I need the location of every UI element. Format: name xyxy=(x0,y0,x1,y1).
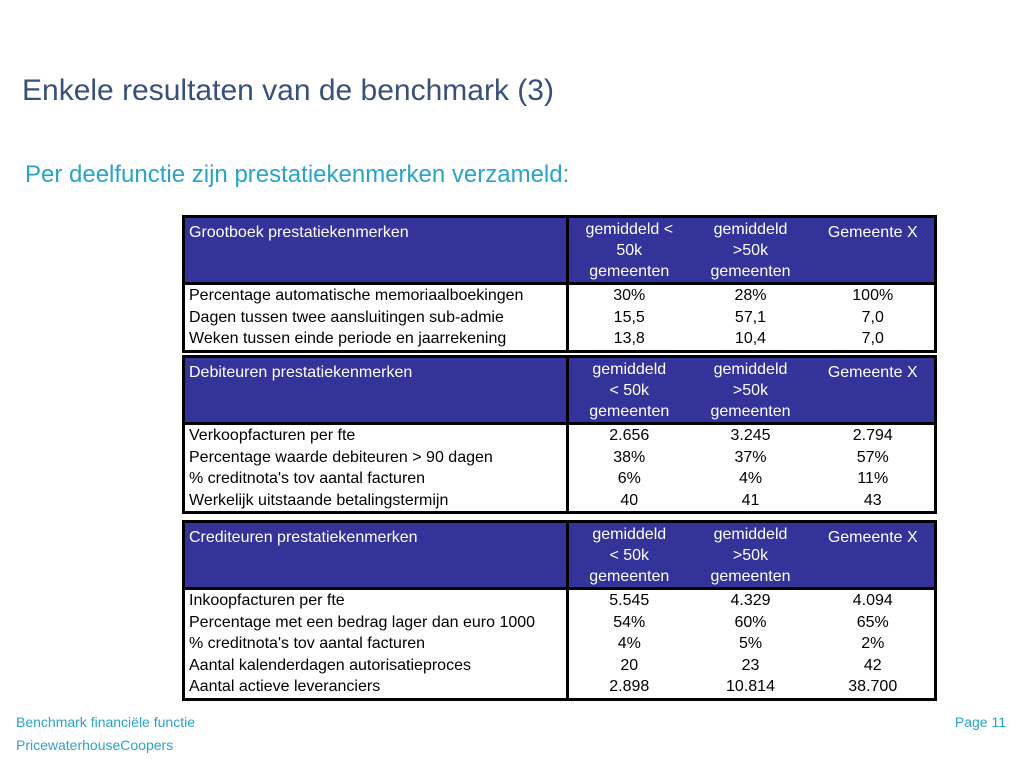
table-row xyxy=(184,468,936,490)
table-header-row xyxy=(184,357,936,424)
table-row xyxy=(184,424,936,447)
header-line: < 50k xyxy=(609,382,650,399)
header-avg-small xyxy=(568,217,690,284)
cell-gemeente-x: 11% xyxy=(857,470,889,488)
header-avg-small xyxy=(568,357,690,424)
header-avg-small xyxy=(568,522,690,589)
cell-gemeente-x: 42 xyxy=(863,656,882,674)
cell-avg-large: 4.329 xyxy=(730,592,771,610)
table-row xyxy=(184,655,936,677)
cell-avg-small: 54% xyxy=(613,613,646,631)
grootboek-table xyxy=(182,215,937,353)
table-header-row xyxy=(184,522,936,589)
table-header-label: Grootboek prestatiekenmerken xyxy=(184,217,568,284)
header-line: gemeenten xyxy=(710,263,791,280)
table-row xyxy=(184,447,936,469)
row-label: Aantal kalenderdagen autorisatieproces xyxy=(184,655,568,677)
cell-avg-large: 3.245 xyxy=(730,427,771,445)
cell-gemeente-x: 38.700 xyxy=(848,678,898,696)
cell-avg-small: 38% xyxy=(613,448,646,466)
slide-title: Enkele resultaten van de benchmark (3) xyxy=(22,74,554,107)
cell-avg-small: 13,8 xyxy=(613,330,645,348)
cell-avg-small: 15,5 xyxy=(613,308,645,326)
cell-avg-small: 30% xyxy=(613,287,646,305)
debiteuren-table xyxy=(182,355,937,514)
cell-gemeente-x: 65% xyxy=(856,613,889,631)
cell-gemeente-x: 43 xyxy=(863,491,882,509)
header-line: gemeenten xyxy=(710,568,791,585)
footer-page-number: Page 11 xyxy=(954,714,1006,730)
row-label: Percentage met een bedrag lager dan euro 1000 xyxy=(184,612,568,634)
header-line: gemiddeld xyxy=(592,526,667,543)
table-row xyxy=(184,589,936,612)
cell-gemeente-x: 4.094 xyxy=(852,592,893,610)
cell-avg-large: 60% xyxy=(734,613,767,631)
cell-avg-large: 5% xyxy=(738,635,763,653)
cell-gemeente-x: 7,0 xyxy=(861,330,884,348)
cell-gemeente-x: 57% xyxy=(856,448,889,466)
row-label: % creditnota's tov aantal facturen xyxy=(184,633,568,655)
row-label: Percentage waarde debiteuren > 90 dagen xyxy=(184,447,568,469)
cell-avg-small: 4% xyxy=(617,635,641,653)
header-gemeente-x: Gemeente X xyxy=(812,357,936,424)
cell-gemeente-x: 2.794 xyxy=(852,427,893,445)
row-label: Percentage automatische memoriaalboekingen xyxy=(184,284,568,307)
cell-avg-large: 10.814 xyxy=(726,678,775,696)
cell-avg-large: 57,1 xyxy=(734,308,767,326)
header-gemeente-x: Gemeente X xyxy=(812,522,936,589)
table-header-label: Crediteuren prestatiekenmerken xyxy=(184,522,568,589)
header-avg-large xyxy=(690,522,812,589)
cell-gemeente-x: 2% xyxy=(861,635,885,653)
cell-gemeente-x: 100% xyxy=(852,287,894,305)
cell-gemeente-x: 7,0 xyxy=(861,308,884,326)
header-line: >50k xyxy=(732,547,769,564)
row-label: Verkoopfacturen per fte xyxy=(184,424,568,447)
header-line: 50k xyxy=(616,242,643,259)
header-line: gemeenten xyxy=(589,403,670,420)
header-line: gemiddeld xyxy=(592,361,667,378)
header-avg-large xyxy=(690,217,812,284)
header-line: gemiddeld xyxy=(713,221,788,238)
cell-avg-small: 20 xyxy=(620,656,639,674)
header-avg-large xyxy=(690,357,812,424)
table-row xyxy=(184,307,936,329)
slide-subtitle: Per deelfunctie zijn prestatiekenmerken verzameld: xyxy=(25,161,570,188)
table-header-row xyxy=(184,217,936,284)
table-row xyxy=(184,633,936,655)
header-line: gemiddeld xyxy=(713,361,788,378)
row-label: Inkoopfacturen per fte xyxy=(184,589,568,612)
cell-avg-large: 28% xyxy=(734,287,767,305)
cell-avg-small: 5.545 xyxy=(609,592,650,610)
footer-company: PricewaterhouseCoopers xyxy=(16,737,174,753)
cell-avg-small: 2.898 xyxy=(609,678,650,696)
table-row xyxy=(184,612,936,634)
header-gemeente-x: Gemeente X xyxy=(812,217,936,284)
header-line: gemeenten xyxy=(589,263,670,280)
row-label: Aantal actieve leveranciers xyxy=(184,676,568,699)
row-label: Weken tussen einde periode en jaarrekening xyxy=(184,328,568,351)
table-row xyxy=(184,284,936,307)
cell-avg-small: 40 xyxy=(620,491,639,509)
table-row xyxy=(184,490,936,513)
cell-avg-large: 4% xyxy=(738,470,763,488)
cell-avg-small: 2.656 xyxy=(609,427,650,445)
cell-avg-small: 6% xyxy=(617,470,641,488)
cell-avg-large: 23 xyxy=(741,656,760,674)
header-line: gemeenten xyxy=(710,403,791,420)
row-label: Dagen tussen twee aansluitingen sub-admie xyxy=(184,307,568,329)
table-header-label: Debiteuren prestatiekenmerken xyxy=(184,357,568,424)
header-line: >50k xyxy=(732,382,769,399)
header-line: gemiddeld < xyxy=(585,221,674,238)
header-line: gemeenten xyxy=(589,568,670,585)
crediteuren-table xyxy=(182,520,937,701)
header-line: gemiddeld xyxy=(713,526,788,543)
table-row xyxy=(184,328,936,351)
footer-report-name: Benchmark financiële functie xyxy=(16,714,195,730)
cell-avg-large: 10,4 xyxy=(734,330,767,348)
row-label: % creditnota's tov aantal facturen xyxy=(184,468,568,490)
header-line: >50k xyxy=(732,242,769,259)
header-line: < 50k xyxy=(609,547,650,564)
row-label: Werkelijk uitstaande betalingstermijn xyxy=(184,490,568,513)
cell-avg-large: 37% xyxy=(734,448,767,466)
table-row xyxy=(184,676,936,699)
cell-avg-large: 41 xyxy=(741,491,760,509)
